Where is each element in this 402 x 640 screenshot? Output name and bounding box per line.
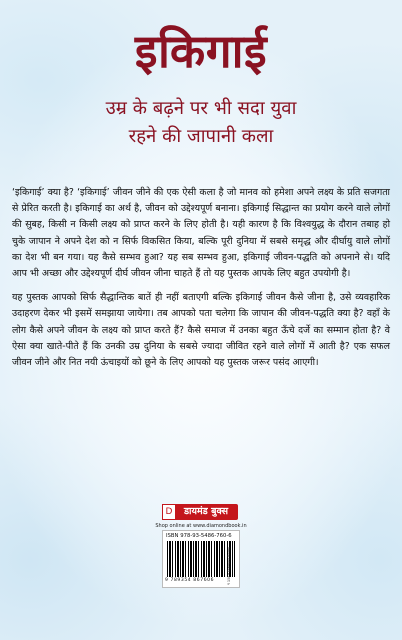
isbn-text: ISBN 978-93-5486-760-6 [166, 533, 232, 539]
publisher-logo-text: डायमंड बुक्स [183, 506, 229, 517]
barcode-box [162, 530, 240, 588]
blurb-paragraph-2: यह पुस्तक आपको सिर्फ सैद्धान्तिक बातें ही नहीं बताएगी बल्कि इकिगाई जीवन कैसे जीना है, उसे व्यवहारिक उदाहरण देकर भी इसमें समझाया जायेगा। तब आपको पता चलेगा कि जापान की जीवन-पद्धति क्या है? वहाँ के लोग कैसे अपने जीवन के लक्ष्य को प्राप्त करते हैं? कैसे समाज में उनका बहुत ऊँचे दर्जे का सम्मान होता है? वे ऐसा क्या खाते-पीते हैं कि उनकी उम्र दुनिया के सबसे ज्यादा जीवित रहने वाले लोगों में आती है? एक सफल जीवन जीने और नित नयी ऊंचाइयों को छूने के लिए आपको यह पुस्तक जरूर पसंद आएगी। [12, 292, 390, 369]
book-subtitle [0, 95, 402, 151]
price-side-text: ₹ 150 • Diamond Books [227, 546, 231, 585]
barcode-icon [167, 541, 235, 577]
book-title: इकिगाई [134, 24, 268, 78]
subtitle-line-2: रहने की जापानी कला [128, 126, 274, 147]
publisher-logo-mark-icon: D [162, 504, 176, 520]
barcode-digits: 9 789354 867606 [165, 578, 215, 583]
blurb-paragraph-1: ‘इकिगाई’ क्या है? ‘इकिगाई’ जीवन जीने की एक ऐसी कला है जो मानव को हमेशा अपने लक्ष्य के प्रति सजगता से प्रेरित करती है। इकिगाई का अर्थ है, जीवन को उद्देश्यपूर्ण बनाना। इकिगाई सिद्धान्त का प्रयोग करने वाले लोगों की सुबह, किसी न किसी लक्ष्य को प्राप्त करने के लिए होती है। यही कारण है कि विश्‍वयुद्ध के दौरान तबाह हो चुके जापान ने अपने देश को न सिर्फ विकसित किया, बल्कि पूरी दुनिया में सबसे समृद्ध और दीर्घायु वाले लोगों का देश भी बन गया। यह कैसे सम्भव हुआ? यह सब सम्भव हुआ, इकिगाई जीवन-पद्धति को अपनाने से। यदि आप भी अच्छा और उद्देश्यपूर्ण दीर्घ जीवन जीना चाहते हैं तो यह पुस्तक आपके लिए बहुत उपयोगी है। [12, 187, 390, 280]
blurb-text [12, 185, 390, 379]
subtitle-line-1: उम्र के बढ़ने पर भी सदा युवा [105, 98, 297, 119]
shop-online-line: Shop online at www.diamondbook.in [155, 523, 247, 529]
